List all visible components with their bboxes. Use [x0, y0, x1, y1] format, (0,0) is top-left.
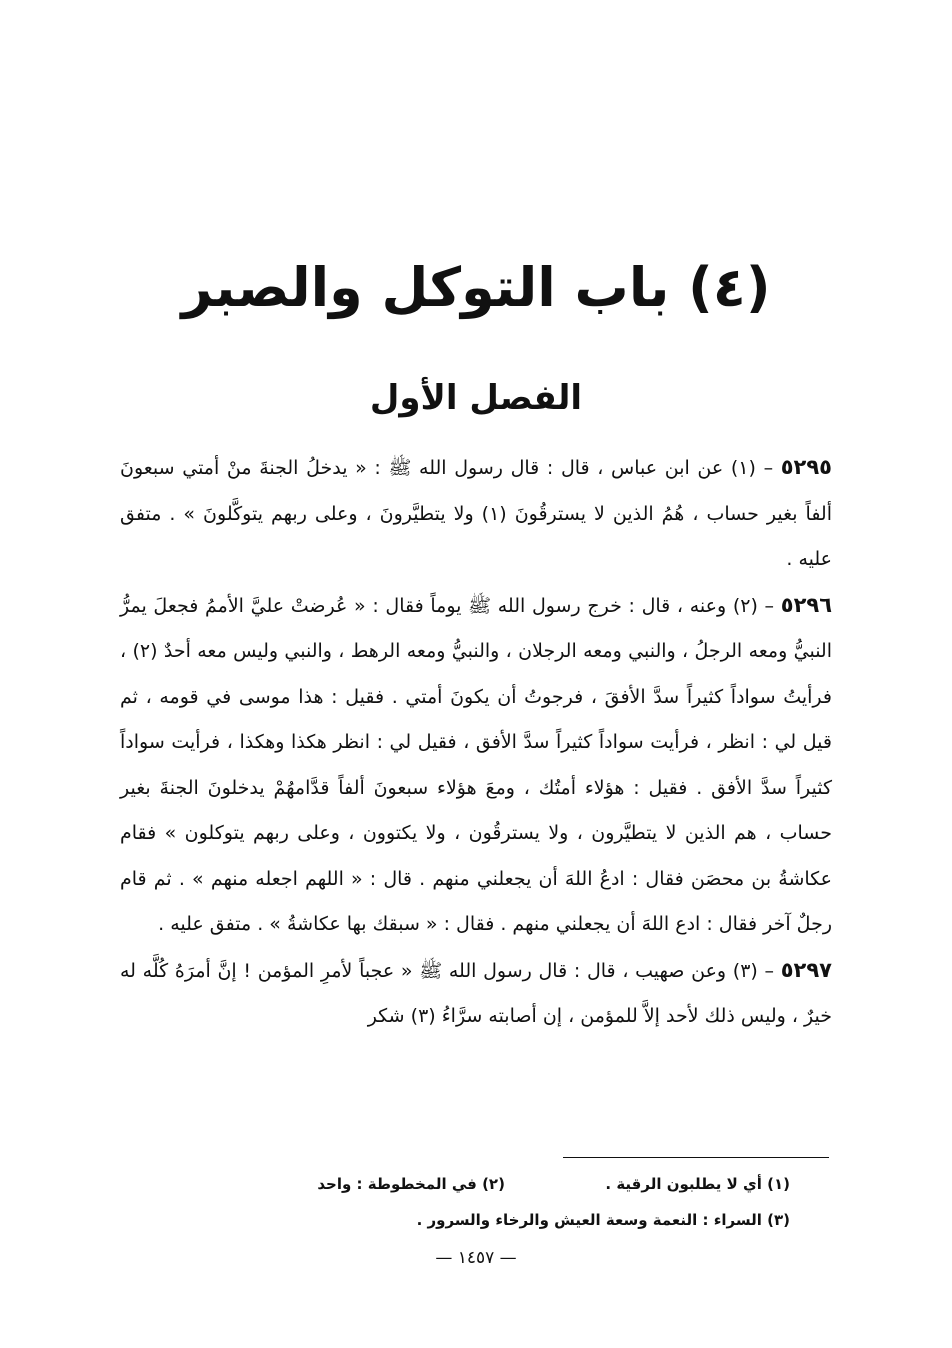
hadith-number: ٥٢٩٧: [780, 957, 832, 982]
hadith-text: – (٢) وعنه ، قال : خرج رسول الله ﷺ يوماً فقال : « عُرضتْ عليَّ الأممُ فجعلَ يمرُّ النبيُّ ومعه الرجلُ ، والنبي ومعه الرجلان ، والنبيُّ ومعه الرهط ، والنبي وليس معه أحدٌ (٢) ، فرأيتُ سواداً كثيراً سدَّ الأفقَ ، فرجوتُ أن يكونَ أمتي . فقيل : هذا موسى في قومه ، ثم قيل لي : انظر ، فرأيت سواداً كثيراً سدَّ الأفق ، فقيل لي : انظر هكذا وهكذا ، فرأيت سواداً كثيراً سدَّ الأفق . فقيل : هؤلاء أمتُك ، ومعَ هؤلاء سبعونَ ألفاً قدَّامهُمْ يدخلونَ الجنةَ بغير حساب ، هم الذين لا يتطيَّرون ، ولا يسترقُون ، ولا يكتوون ، وعلى ربهم يتوكلون » فقام عكاشةُ بن محصَن فقال : ادعُ اللهَ أن يجعلني منهم . قال : « اللهم اجعله منهم » . ثم قام رجلٌ آخر فقال : ادع اللهَ أن يجعلني منهم . فقال : « سبقك بها عكاشةُ » . متفق عليه .: [120, 594, 832, 935]
footnote: (٢) في المخطوطة : واحد: [317, 1175, 505, 1193]
footnote-row: [120, 1166, 790, 1202]
hadith-number: ٥٢٩٥: [780, 455, 833, 479]
footnote-row: [120, 1202, 790, 1238]
hadith-text: – (١) عن ابن عباس ، قال : قال رسول الله ﷺ : « يدخلُ الجنةَ منْ أمتي سبعونَ ألفاً بغير حساب ، هُمُ الذين لا يسترقُونَ (١) ولا يتطيَّرونَ ، وعلى ربهم يتوكَّلونَ » . متفق عليه .: [120, 457, 832, 570]
footnote-separator: [563, 1157, 829, 1158]
hadith-number: ٥٢٩٦: [780, 592, 833, 617]
section-title: الفصل الأول: [369, 378, 583, 419]
chapter-title: (٤) باب التوكل والصبر: [181, 256, 771, 320]
hadith-body: [120, 445, 832, 1040]
hadith-paragraph: [120, 445, 832, 583]
footnote: (٣) السراء : النعمة وسعة العيش والرخاء والسرور .: [416, 1211, 790, 1229]
footnotes: [120, 1166, 790, 1238]
hadith-text: – (٣) وعن صهيب ، قال : قال رسول الله ﷺ « عجباً لأمرِ المؤمن ! إنَّ أمرَهُ كُلَّه له خيرٌ ، وليس ذلك لأحد إلاَّ للمؤمن ، إن أصابته سرَّاءُ (٣) شكر: [120, 959, 832, 1027]
page-number: — ١٤٥٧ —: [435, 1248, 517, 1268]
hadith-paragraph: [120, 948, 832, 1040]
footnote: (١) أي لا يطلبون الرقية .: [605, 1175, 790, 1193]
hadith-paragraph: [120, 583, 832, 948]
